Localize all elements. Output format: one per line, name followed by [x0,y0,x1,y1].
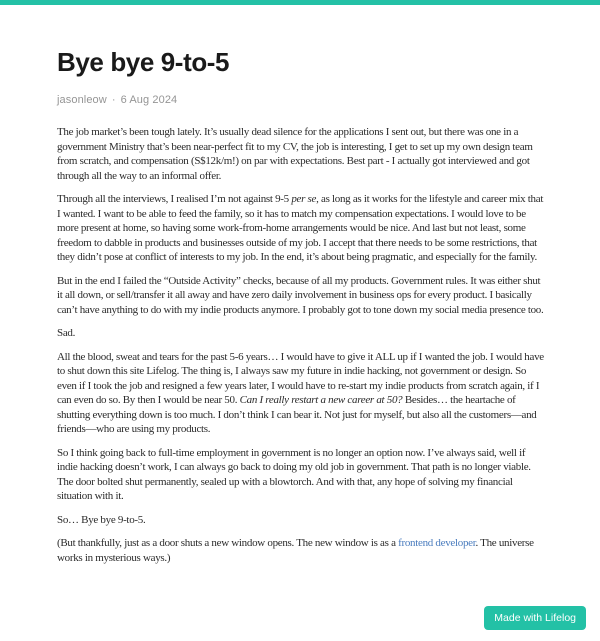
text-segment: All the blood, sweat and tears for the past 5-6 years… I would have to give it ALL up if I wanted the job. I would have to shut down this site Lifelog. The thing is, I always saw my future in indie hacking, not government or design. So even if I took the job and resigned a few years later, I would have to re-start my indie products from scratch again, if I can even do so. By then I would be near 50. [57,350,544,406]
inline-link[interactable]: frontend developer [398,537,476,549]
text-segment: So… Bye bye 9-to-5. [57,513,146,526]
post-body [57,125,545,565]
text-segment: Sad. [57,327,76,339]
paragraph [57,350,545,437]
paragraph [57,446,545,504]
paragraph [57,326,545,341]
post-title: Bye bye 9-to-5 [57,47,230,77]
text-segment: Through all the interviews, I realised I’m not against 9-5 [57,193,292,205]
byline [57,94,543,106]
paragraph [57,125,545,183]
text-segment: But in the end I failed the “Outside Activity” checks, because of all my products. Government rules. It was either shut it all down, or sell/transfer it all away and have zero daily involvement in business ops for every product. I basically can’t have anything to do with my indie products anymore. I probably got to tone down my social media presence too. [57,274,544,316]
text-segment: Besides… the heartache of shutting everything down is too much. I don’t think I can bear it. Not just for myself, but also all the customers—and friends—who are using my products. [57,394,537,435]
paragraph [57,513,545,528]
text-segment: (But thankfully, just as a door shuts a new window opens. The new window is as a [57,537,399,549]
paragraph [57,192,545,265]
made-with-lifelog-button[interactable]: Made with Lifelog [484,606,586,630]
text-segment: So I think going back to full-time employment in government is no longer an option now. I’ve always said, well if indie hacking doesn’t work, I can always go back to doing my old job in government. That path is no longer viable. The door bolted shut permanently, sealed up with a blowtorch. And with that, any hope of solving my financial situation with it. [57,446,531,502]
italic-text: Can I really restart a new career at 50? [239,394,403,406]
author-name: jasonleow [57,94,107,106]
paragraph [57,536,545,565]
italic-text: per se [291,193,317,205]
post-date: 6 Aug 2024 [120,94,178,106]
text-segment: . The universe works in mysterious ways.) [57,537,534,564]
text-segment: , as long as it works for the lifestyle and career mix that I wanted. I want to be able to feed the family, so it has to match my compensation expectations. I would love to be more present at home, so having some work-from-home arrangements would be nice. And last but not least, some freedom to dabble in products and businesses outside of my job. I accept that there needs to be some restrictions, that they didn’t pose at conflict of interests to my job. In the end, it’s about being pragmatic, and especially for the family. [57,193,544,263]
article-page [0,5,600,565]
paragraph [57,274,545,318]
text-segment: The job market’s been tough lately. It’s usually dead silence for the applications I sent out, but there was one in a government Ministry that’s been near-perfect fit to my CV, the job is interesting, I get to set up my own design team from scratch, and compensation (S$12k/m!) on par with expectations. Best part - I actually got interviewed and got through all the way to an informal offer. [57,126,533,182]
byline-separator: · [111,94,116,106]
